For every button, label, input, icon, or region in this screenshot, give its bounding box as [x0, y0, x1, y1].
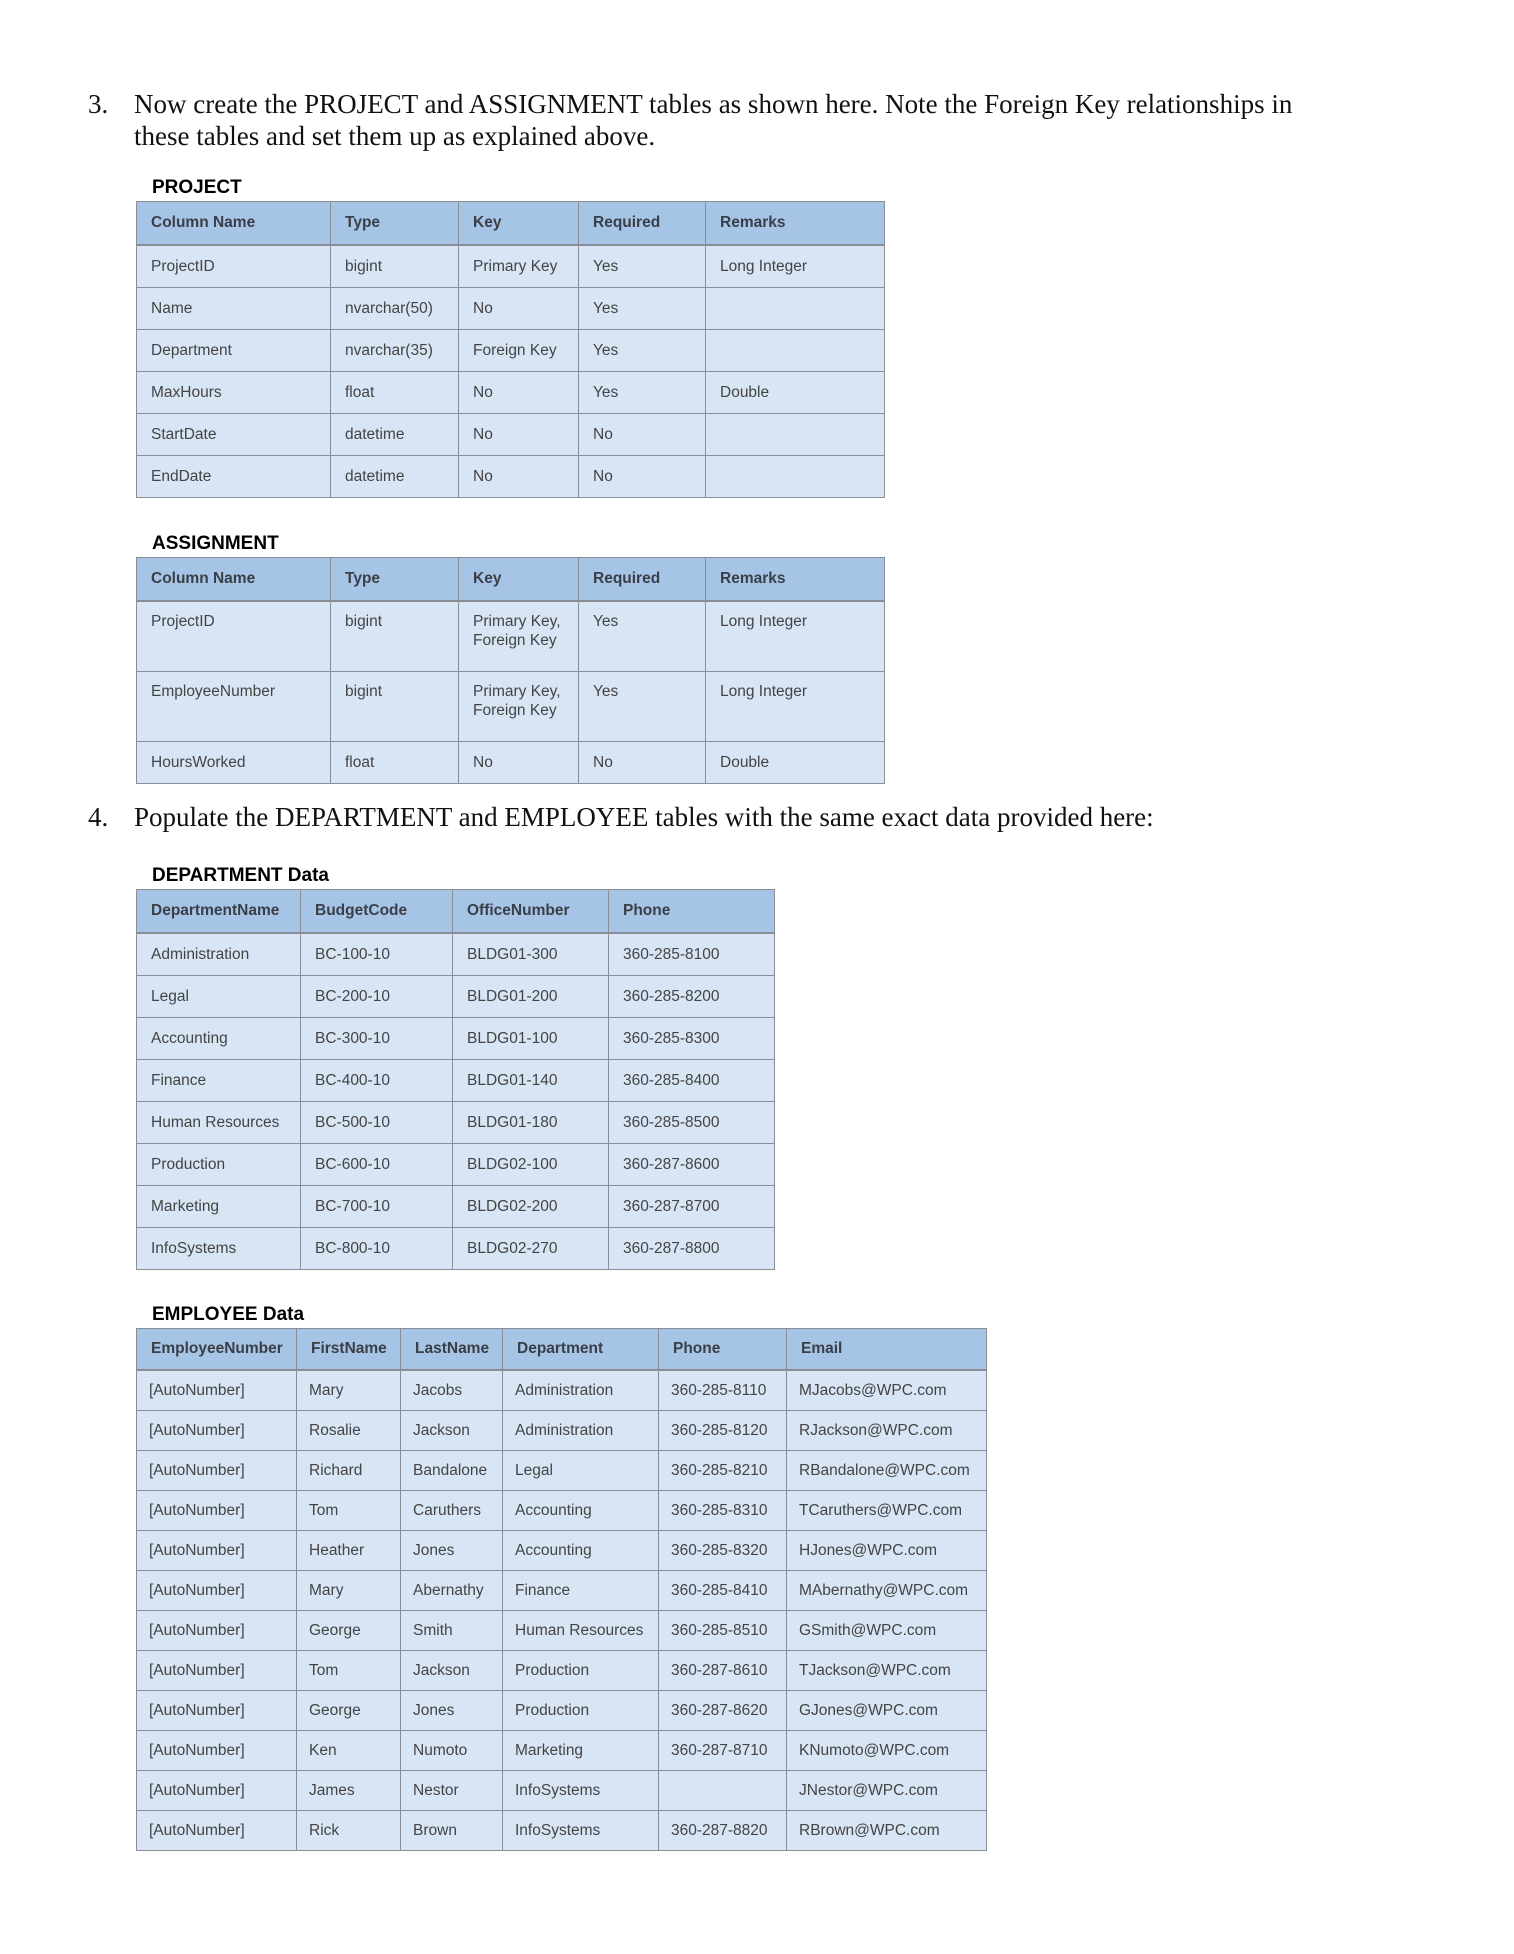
table-cell: Marketing: [503, 1731, 659, 1771]
column-header: OfficeNumber: [453, 890, 609, 934]
table-cell: George: [297, 1691, 401, 1731]
table-cell: float: [331, 372, 459, 414]
table-cell: Double: [706, 742, 885, 784]
table-cell: Finance: [137, 1060, 301, 1102]
table-cell: 360-285-8510: [659, 1611, 787, 1651]
step-text-line-1: Now create the PROJECT and ASSIGNMENT tables as shown here. Note the Foreign Key relationships in: [134, 89, 1293, 119]
table-cell: 360-285-8110: [659, 1370, 787, 1411]
table-cell: [AutoNumber]: [137, 1451, 297, 1491]
table-row: [137, 1186, 775, 1228]
table-cell: TCaruthers@WPC.com: [787, 1491, 987, 1531]
table-cell: BLDG02-100: [453, 1144, 609, 1186]
table-header-row: [137, 558, 885, 602]
table-cell: [AutoNumber]: [137, 1811, 297, 1851]
column-header: EmployeeNumber: [137, 1329, 297, 1371]
table-header-row: [137, 1329, 987, 1371]
table-cell: 360-285-8300: [609, 1018, 775, 1060]
table-row: [137, 1102, 775, 1144]
table-cell: [AutoNumber]: [137, 1531, 297, 1571]
table-cell: 360-285-8200: [609, 976, 775, 1018]
table-cell: datetime: [331, 456, 459, 498]
department-table: [136, 889, 775, 1270]
table-cell: EmployeeNumber: [137, 672, 331, 742]
column-header: FirstName: [297, 1329, 401, 1371]
key-line: Foreign Key: [473, 632, 557, 649]
table-cell: TJackson@WPC.com: [787, 1651, 987, 1691]
table-cell: EndDate: [137, 456, 331, 498]
table-cell: Department: [137, 330, 331, 372]
table-cell: [706, 456, 885, 498]
table-cell: [AutoNumber]: [137, 1571, 297, 1611]
table-cell: Human Resources: [137, 1102, 301, 1144]
table-row: [137, 1451, 987, 1491]
table-cell: nvarchar(35): [331, 330, 459, 372]
assignment-table: [136, 557, 885, 784]
table-cell: MAbernathy@WPC.com: [787, 1571, 987, 1611]
table-cell: Bandalone: [401, 1451, 503, 1491]
table-cell: [706, 414, 885, 456]
table-row: [137, 1144, 775, 1186]
table-cell: Mary: [297, 1571, 401, 1611]
table-cell: Administration: [503, 1411, 659, 1451]
table-cell: [706, 330, 885, 372]
table-cell: MaxHours: [137, 372, 331, 414]
table-cell: [AutoNumber]: [137, 1651, 297, 1691]
table-row: [137, 1811, 987, 1851]
table-cell: No: [579, 742, 706, 784]
table-cell: Tom: [297, 1651, 401, 1691]
table-cell: BLDG01-140: [453, 1060, 609, 1102]
table-cell: Rosalie: [297, 1411, 401, 1451]
table-row: [137, 1651, 987, 1691]
table-cell: Production: [503, 1651, 659, 1691]
column-header: Phone: [609, 890, 775, 934]
table-row: [137, 672, 885, 742]
table-cell: BC-500-10: [301, 1102, 453, 1144]
table-cell: Brown: [401, 1811, 503, 1851]
table-cell: Heather: [297, 1531, 401, 1571]
table-cell: BC-800-10: [301, 1228, 453, 1270]
table-cell: Foreign Key: [459, 330, 579, 372]
table-cell: Jacobs: [401, 1370, 503, 1411]
table-row: [137, 1370, 987, 1411]
table-cell: bigint: [331, 601, 459, 672]
table-row: [137, 330, 885, 372]
table-row: [137, 288, 885, 330]
table-cell: GSmith@WPC.com: [787, 1611, 987, 1651]
table-cell: RBandalone@WPC.com: [787, 1451, 987, 1491]
table-cell: 360-285-8210: [659, 1451, 787, 1491]
table-cell: [459, 601, 579, 672]
table-cell: Name: [137, 288, 331, 330]
table-cell: BC-200-10: [301, 976, 453, 1018]
table-cell: BC-400-10: [301, 1060, 453, 1102]
table-cell: [459, 672, 579, 742]
key-line: Foreign Key: [473, 702, 557, 719]
column-header: Required: [579, 202, 706, 246]
column-header: DepartmentName: [137, 890, 301, 934]
column-header: Key: [459, 202, 579, 246]
column-header: Email: [787, 1329, 987, 1371]
table-cell: BC-100-10: [301, 933, 453, 976]
table-cell: No: [579, 414, 706, 456]
table-cell: BC-700-10: [301, 1186, 453, 1228]
table-cell: [AutoNumber]: [137, 1691, 297, 1731]
table-cell: Finance: [503, 1571, 659, 1611]
step-4-instruction: [88, 801, 1468, 833]
table-cell: ProjectID: [137, 245, 331, 288]
column-header: Phone: [659, 1329, 787, 1371]
table-cell: Jackson: [401, 1651, 503, 1691]
column-header: Department: [503, 1329, 659, 1371]
table-cell: Richard: [297, 1451, 401, 1491]
column-header: Column Name: [137, 558, 331, 602]
table-header-row: [137, 890, 775, 934]
table-row: [137, 1411, 987, 1451]
table-cell: 360-287-8600: [609, 1144, 775, 1186]
table-cell: StartDate: [137, 414, 331, 456]
table-row: [137, 601, 885, 672]
table-cell: [AutoNumber]: [137, 1771, 297, 1811]
table-cell: Long Integer: [706, 601, 885, 672]
assignment-table-caption: ASSIGNMENT: [152, 533, 279, 554]
table-cell: 360-287-8820: [659, 1811, 787, 1851]
project-table-caption: PROJECT: [152, 177, 242, 198]
table-cell: Ken: [297, 1731, 401, 1771]
table-cell: Yes: [579, 672, 706, 742]
table-cell: BLDG01-180: [453, 1102, 609, 1144]
table-cell: 360-285-8320: [659, 1531, 787, 1571]
table-cell: 360-287-8610: [659, 1651, 787, 1691]
table-cell: HoursWorked: [137, 742, 331, 784]
table-cell: 360-285-8310: [659, 1491, 787, 1531]
table-cell: [AutoNumber]: [137, 1411, 297, 1451]
key-line: Primary Key,: [473, 683, 561, 700]
table-row: [137, 245, 885, 288]
table-row: [137, 414, 885, 456]
table-cell: 360-285-8410: [659, 1571, 787, 1611]
table-cell: No: [459, 456, 579, 498]
table-cell: Production: [503, 1691, 659, 1731]
table-cell: James: [297, 1771, 401, 1811]
table-row: [137, 976, 775, 1018]
key-line: Primary Key,: [473, 613, 561, 630]
table-cell: Accounting: [503, 1491, 659, 1531]
table-cell: bigint: [331, 672, 459, 742]
table-cell: Production: [137, 1144, 301, 1186]
table-cell: No: [459, 414, 579, 456]
column-header: Required: [579, 558, 706, 602]
table-cell: BLDG02-200: [453, 1186, 609, 1228]
table-cell: Legal: [137, 976, 301, 1018]
table-cell: InfoSystems: [503, 1811, 659, 1851]
table-row: [137, 1228, 775, 1270]
column-header: BudgetCode: [301, 890, 453, 934]
table-cell: No: [579, 456, 706, 498]
table-cell: Abernathy: [401, 1571, 503, 1611]
column-header: Remarks: [706, 202, 885, 246]
table-cell: No: [459, 372, 579, 414]
project-table: [136, 201, 885, 498]
table-cell: float: [331, 742, 459, 784]
table-cell: BLDG01-100: [453, 1018, 609, 1060]
table-cell: Primary Key: [459, 245, 579, 288]
step-text-line-2: these tables and set them up as explained above.: [134, 121, 656, 151]
table-cell: Administration: [503, 1370, 659, 1411]
table-cell: Yes: [579, 330, 706, 372]
table-cell: Administration: [137, 933, 301, 976]
table-cell: No: [459, 288, 579, 330]
table-cell: Double: [706, 372, 885, 414]
table-row: [137, 933, 775, 976]
table-cell: Marketing: [137, 1186, 301, 1228]
table-cell: Yes: [579, 245, 706, 288]
table-row: [137, 372, 885, 414]
table-cell: [AutoNumber]: [137, 1731, 297, 1771]
table-cell: BC-300-10: [301, 1018, 453, 1060]
column-header: Remarks: [706, 558, 885, 602]
table-cell: 360-285-8500: [609, 1102, 775, 1144]
table-row: [137, 456, 885, 498]
table-cell: [AutoNumber]: [137, 1370, 297, 1411]
table-cell: [706, 288, 885, 330]
table-row: [137, 1018, 775, 1060]
table-cell: Mary: [297, 1370, 401, 1411]
step-3-instruction: [88, 88, 1468, 152]
table-cell: 360-285-8100: [609, 933, 775, 976]
table-cell: 360-287-8710: [659, 1731, 787, 1771]
department-table-caption: DEPARTMENT Data: [152, 865, 329, 886]
table-cell: BC-600-10: [301, 1144, 453, 1186]
table-cell: Yes: [579, 372, 706, 414]
table-row: [137, 1731, 987, 1771]
table-cell: nvarchar(50): [331, 288, 459, 330]
table-cell: No: [459, 742, 579, 784]
table-cell: Nestor: [401, 1771, 503, 1811]
table-row: [137, 1771, 987, 1811]
table-row: [137, 1060, 775, 1102]
table-cell: HJones@WPC.com: [787, 1531, 987, 1571]
table-row: [137, 1571, 987, 1611]
table-cell: RBrown@WPC.com: [787, 1811, 987, 1851]
employee-table: [136, 1328, 987, 1851]
table-cell: InfoSystems: [503, 1771, 659, 1811]
table-cell: 360-287-8620: [659, 1691, 787, 1731]
table-row: [137, 742, 885, 784]
table-cell: Yes: [579, 601, 706, 672]
table-cell: 360-287-8800: [609, 1228, 775, 1270]
table-cell: 360-287-8700: [609, 1186, 775, 1228]
table-cell: Accounting: [503, 1531, 659, 1571]
table-cell: MJacobs@WPC.com: [787, 1370, 987, 1411]
table-cell: Legal: [503, 1451, 659, 1491]
table-cell: BLDG02-270: [453, 1228, 609, 1270]
table-cell: Smith: [401, 1611, 503, 1651]
table-cell: Yes: [579, 288, 706, 330]
table-cell: KNumoto@WPC.com: [787, 1731, 987, 1771]
table-cell: Rick: [297, 1811, 401, 1851]
column-header: Type: [331, 558, 459, 602]
step-text-line-1: Populate the DEPARTMENT and EMPLOYEE tables with the same exact data provided here:: [134, 802, 1154, 832]
table-cell: InfoSystems: [137, 1228, 301, 1270]
table-row: [137, 1531, 987, 1571]
table-cell: [659, 1771, 787, 1811]
table-cell: Accounting: [137, 1018, 301, 1060]
table-cell: RJackson@WPC.com: [787, 1411, 987, 1451]
table-cell: datetime: [331, 414, 459, 456]
table-cell: Long Integer: [706, 245, 885, 288]
table-cell: [AutoNumber]: [137, 1491, 297, 1531]
column-header: Key: [459, 558, 579, 602]
table-header-row: [137, 202, 885, 246]
table-row: [137, 1611, 987, 1651]
table-row: [137, 1691, 987, 1731]
table-cell: George: [297, 1611, 401, 1651]
table-row: [137, 1491, 987, 1531]
table-cell: 360-285-8120: [659, 1411, 787, 1451]
table-cell: Jones: [401, 1691, 503, 1731]
table-cell: JNestor@WPC.com: [787, 1771, 987, 1811]
table-cell: Tom: [297, 1491, 401, 1531]
table-cell: bigint: [331, 245, 459, 288]
table-cell: Numoto: [401, 1731, 503, 1771]
column-header: Type: [331, 202, 459, 246]
table-cell: BLDG01-200: [453, 976, 609, 1018]
employee-table-caption: EMPLOYEE Data: [152, 1304, 305, 1325]
table-cell: Caruthers: [401, 1491, 503, 1531]
table-cell: Human Resources: [503, 1611, 659, 1651]
column-header: Column Name: [137, 202, 331, 246]
table-cell: Long Integer: [706, 672, 885, 742]
column-header: LastName: [401, 1329, 503, 1371]
table-cell: GJones@WPC.com: [787, 1691, 987, 1731]
step-number: 3.: [88, 89, 109, 119]
table-cell: Jones: [401, 1531, 503, 1571]
table-cell: [AutoNumber]: [137, 1611, 297, 1651]
table-cell: BLDG01-300: [453, 933, 609, 976]
table-cell: Jackson: [401, 1411, 503, 1451]
table-cell: ProjectID: [137, 601, 331, 672]
table-cell: 360-285-8400: [609, 1060, 775, 1102]
step-number: 4.: [88, 802, 109, 832]
